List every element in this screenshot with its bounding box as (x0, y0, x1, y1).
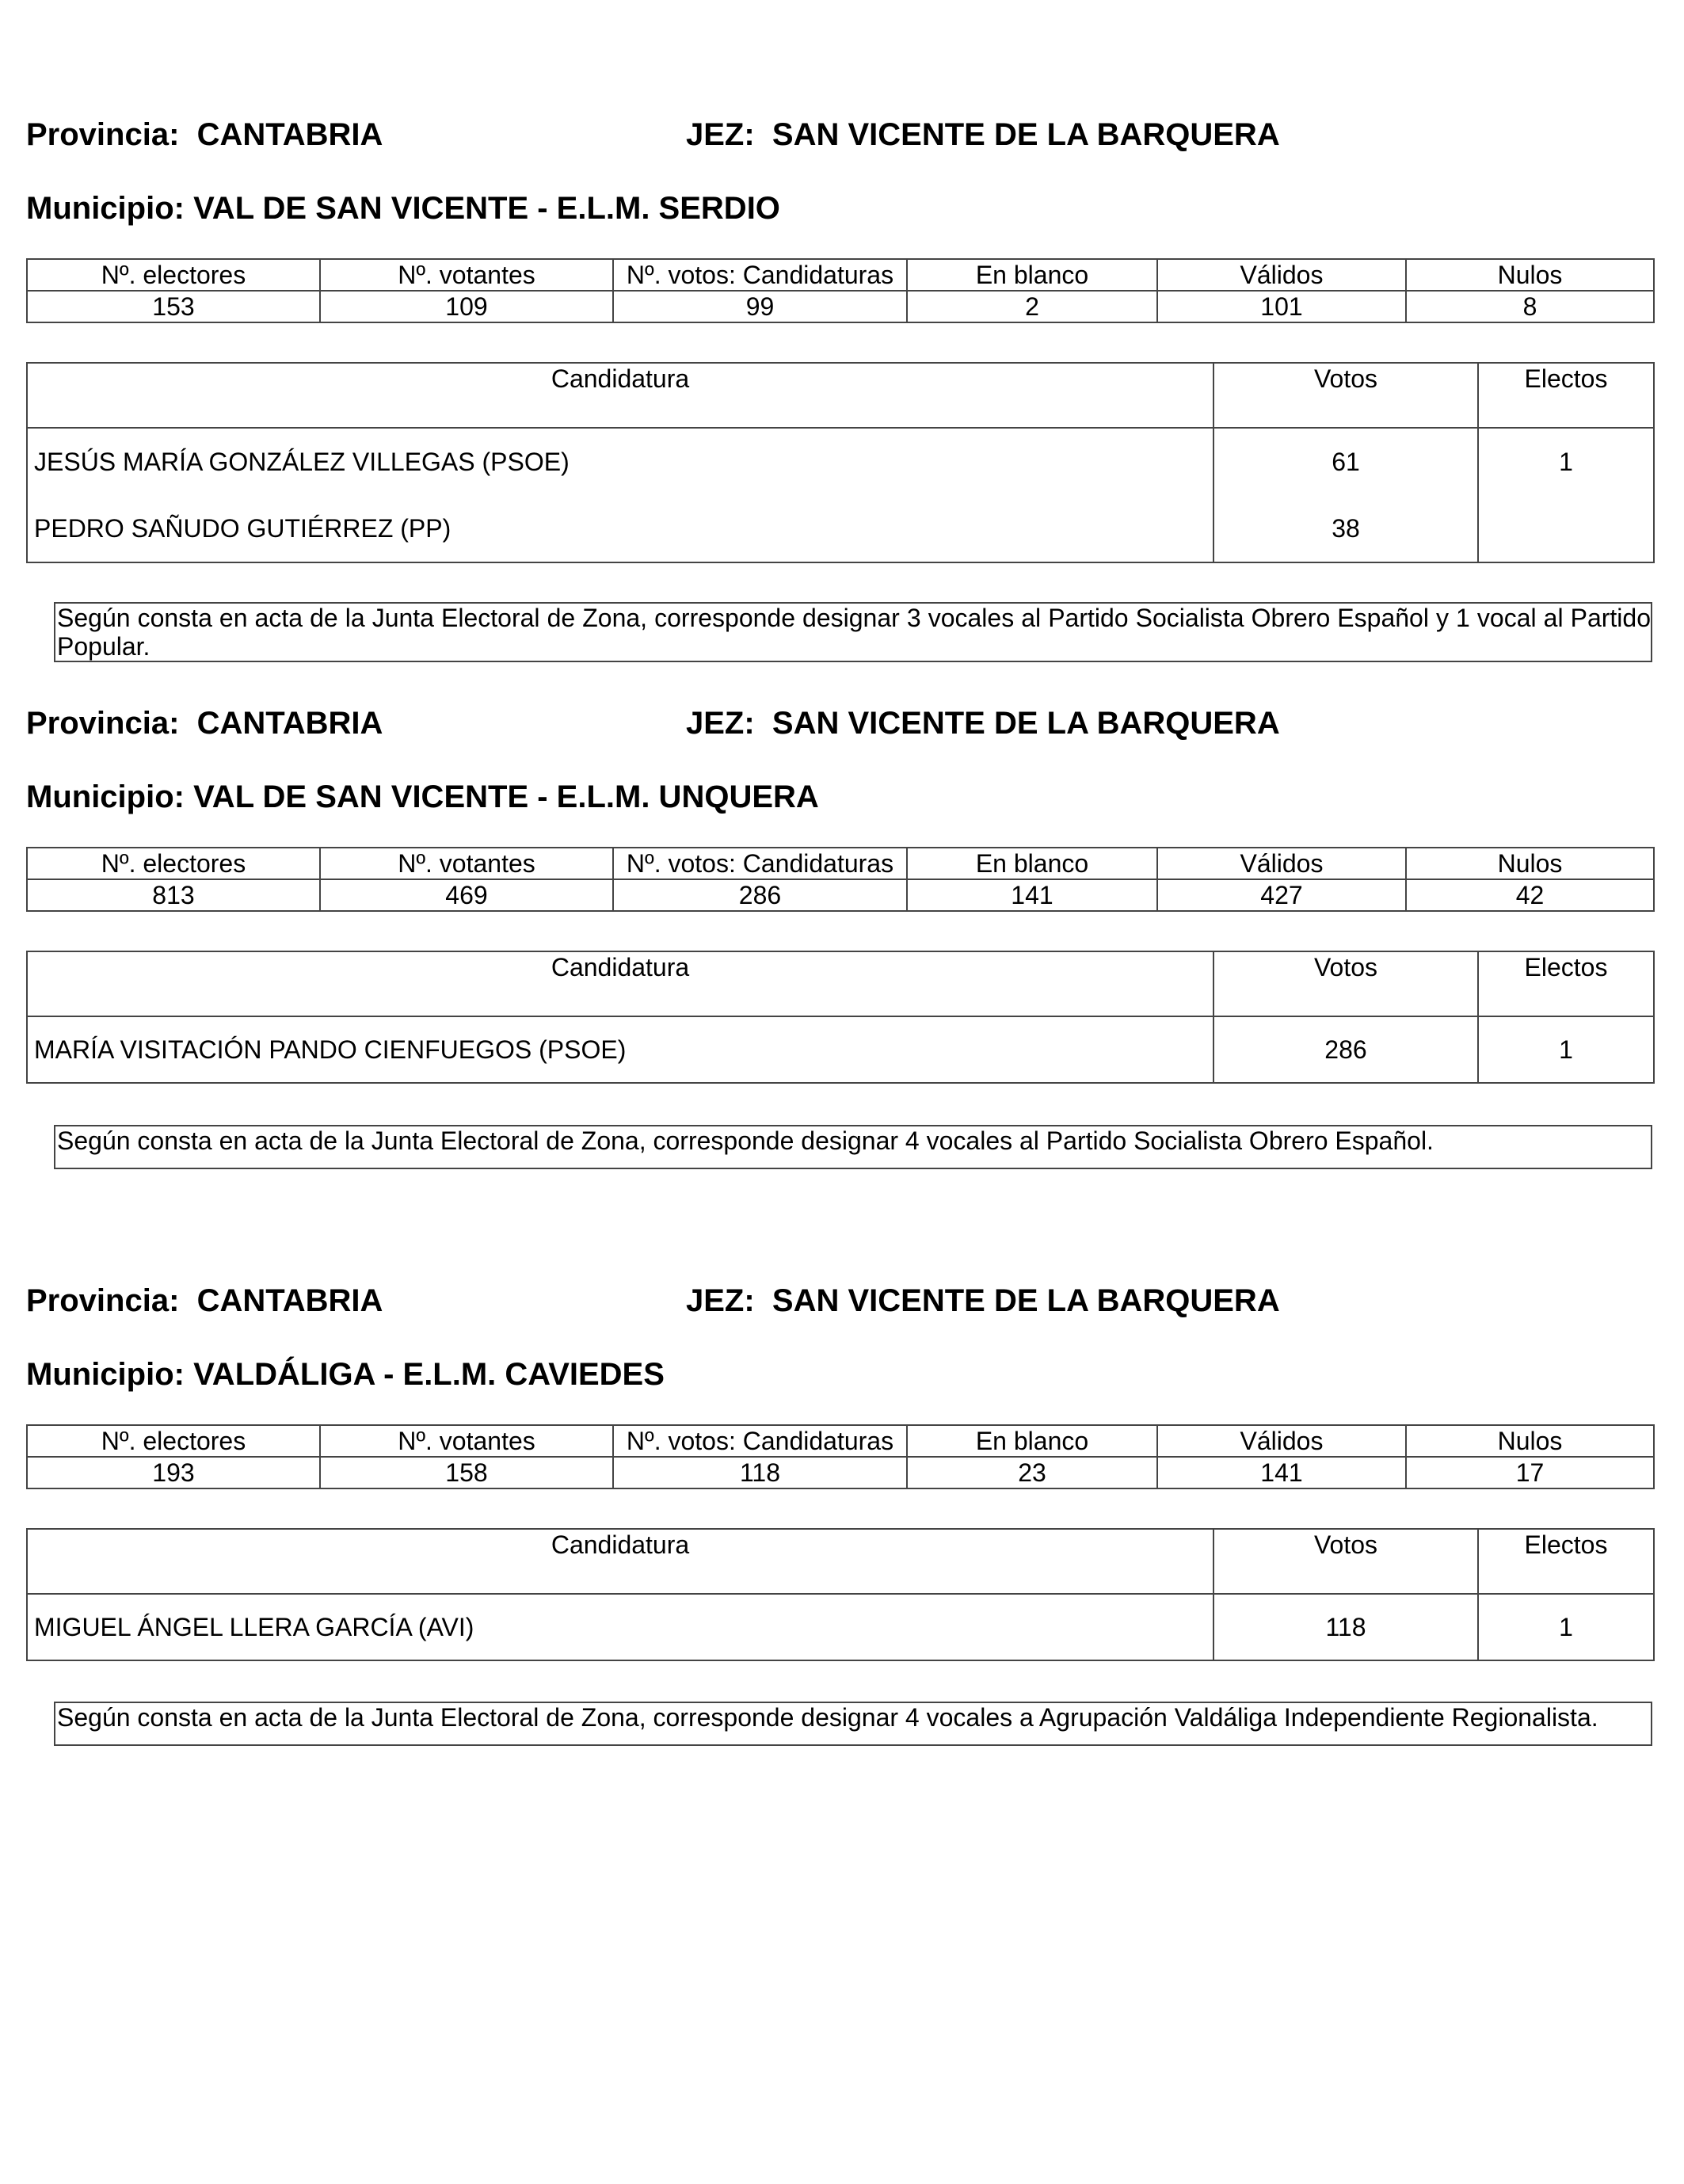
candidate-name: MIGUEL ÁNGEL LLERA GARCÍA (AVI) (34, 1613, 474, 1641)
junta-note: Según consta en acta de la Junta Electoral de Zona, corresponde designar 4 vocales al Partido Socialista Obrero Español. (54, 1125, 1652, 1169)
stats-table (26, 847, 1655, 912)
stats-electores: 153 (27, 291, 320, 322)
table-row (27, 495, 1654, 562)
stats-votantes: 109 (320, 291, 613, 322)
stats-header-votos-candidaturas: Nº. votos: Candidaturas (613, 259, 907, 291)
municipio-label: Municipio: (26, 191, 185, 226)
header-electos: Electos (1478, 1529, 1654, 1594)
stats-header-nulos: Nulos (1406, 259, 1654, 291)
header-votos: Votos (1213, 363, 1478, 428)
stats-header-votantes: Nº. votantes (320, 848, 613, 879)
candidate-name: MARÍA VISITACIÓN PANDO CIENFUEGOS (PSOE) (34, 1035, 627, 1064)
header-candidatura: Candidatura (27, 1529, 1213, 1594)
stats-header-electores: Nº. electores (27, 1425, 320, 1457)
header-votos: Votos (1213, 1529, 1478, 1594)
stats-header-en-blanco: En blanco (907, 848, 1157, 879)
junta-note: Según consta en acta de la Junta Electoral de Zona, corresponde designar 4 vocales a Agrupación Valdáliga Independiente Regionalista. (54, 1702, 1652, 1746)
stats-header-row (27, 848, 1654, 879)
stats-value-row (27, 879, 1654, 911)
candidate-name: JESÚS MARÍA GONZÁLEZ VILLEGAS (PSOE) (34, 448, 570, 476)
municipio-label: Municipio: (26, 779, 185, 814)
candidates-header-row (27, 1529, 1654, 1594)
junta-note: Según consta en acta de la Junta Electoral de Zona, corresponde designar 3 vocales al Partido Socialista Obrero Español y 1 vocal al Partido Popular. (54, 602, 1652, 662)
provincia-line (26, 707, 383, 739)
provincia-label: Provincia: (26, 1283, 180, 1318)
candidate-electos: 1 (1478, 1594, 1654, 1660)
jez-line (686, 119, 1280, 151)
stats-table (26, 258, 1655, 323)
municipio-label: Municipio: (26, 1357, 185, 1392)
header-candidatura: Candidatura (27, 951, 1213, 1016)
candidate-name: PEDRO SAÑUDO GUTIÉRREZ (PP) (34, 514, 451, 543)
municipio-value: VALDÁLIGA - E.L.M. CAVIEDES (193, 1357, 665, 1392)
stats-header-en-blanco: En blanco (907, 1425, 1157, 1457)
candidates-table (26, 362, 1655, 563)
stats-validos: 141 (1157, 1457, 1406, 1488)
jez-line (686, 1285, 1280, 1317)
stats-header-votos-candidaturas: Nº. votos: Candidaturas (613, 848, 907, 879)
candidate-votos: 61 (1213, 428, 1478, 495)
candidate-votos: 38 (1213, 495, 1478, 562)
stats-en-blanco: 141 (907, 879, 1157, 911)
jez-label: JEZ: (686, 1283, 755, 1318)
header-candidatura: Candidatura (27, 363, 1213, 428)
candidate-electos (1478, 495, 1654, 562)
municipio-line (26, 192, 780, 224)
stats-en-blanco: 2 (907, 291, 1157, 322)
stats-header-validos: Válidos (1157, 259, 1406, 291)
table-row (27, 1594, 1654, 1660)
stats-header-votos-candidaturas: Nº. votos: Candidaturas (613, 1425, 907, 1457)
stats-header-en-blanco: En blanco (907, 259, 1157, 291)
jez-value: SAN VICENTE DE LA BARQUERA (772, 1283, 1280, 1318)
provincia-value: CANTABRIA (196, 706, 383, 741)
stats-header-row (27, 259, 1654, 291)
stats-votos-candidaturas: 286 (613, 879, 907, 911)
municipio-line (26, 781, 819, 813)
jez-value: SAN VICENTE DE LA BARQUERA (772, 117, 1280, 152)
candidate-votos: 286 (1213, 1016, 1478, 1083)
table-row (27, 1016, 1654, 1083)
table-row (27, 428, 1654, 495)
stats-header-votantes: Nº. votantes (320, 1425, 613, 1457)
stats-votos-candidaturas: 99 (613, 291, 907, 322)
stats-header-electores: Nº. electores (27, 848, 320, 879)
stats-validos: 427 (1157, 879, 1406, 911)
stats-table (26, 1424, 1655, 1489)
header-electos: Electos (1478, 951, 1654, 1016)
stats-nulos: 42 (1406, 879, 1654, 911)
candidate-votos: 118 (1213, 1594, 1478, 1660)
jez-label: JEZ: (686, 117, 755, 152)
jez-label: JEZ: (686, 706, 755, 741)
stats-votantes: 158 (320, 1457, 613, 1488)
provincia-line (26, 1285, 383, 1317)
stats-header-row (27, 1425, 1654, 1457)
stats-header-nulos: Nulos (1406, 848, 1654, 879)
municipio-value: VAL DE SAN VICENTE - E.L.M. UNQUERA (193, 779, 819, 814)
stats-nulos: 8 (1406, 291, 1654, 322)
candidates-table (26, 1528, 1655, 1661)
stats-value-row (27, 291, 1654, 322)
candidates-header-row (27, 363, 1654, 428)
provincia-line (26, 119, 383, 151)
municipio-line (26, 1359, 665, 1390)
candidates-table (26, 951, 1655, 1084)
stats-value-row (27, 1457, 1654, 1488)
municipio-value: VAL DE SAN VICENTE - E.L.M. SERDIO (193, 191, 780, 226)
stats-header-votantes: Nº. votantes (320, 259, 613, 291)
jez-line (686, 707, 1280, 739)
stats-validos: 101 (1157, 291, 1406, 322)
header-electos: Electos (1478, 363, 1654, 428)
provincia-label: Provincia: (26, 117, 180, 152)
stats-nulos: 17 (1406, 1457, 1654, 1488)
candidates-header-row (27, 951, 1654, 1016)
provincia-value: CANTABRIA (196, 117, 383, 152)
jez-value: SAN VICENTE DE LA BARQUERA (772, 706, 1280, 741)
stats-header-electores: Nº. electores (27, 259, 320, 291)
stats-en-blanco: 23 (907, 1457, 1157, 1488)
provincia-value: CANTABRIA (196, 1283, 383, 1318)
provincia-label: Provincia: (26, 706, 180, 741)
stats-header-nulos: Nulos (1406, 1425, 1654, 1457)
stats-electores: 813 (27, 879, 320, 911)
stats-votos-candidaturas: 118 (613, 1457, 907, 1488)
header-votos: Votos (1213, 951, 1478, 1016)
stats-header-validos: Válidos (1157, 848, 1406, 879)
stats-header-validos: Válidos (1157, 1425, 1406, 1457)
candidate-electos: 1 (1478, 1016, 1654, 1083)
stats-electores: 193 (27, 1457, 320, 1488)
stats-votantes: 469 (320, 879, 613, 911)
candidate-electos: 1 (1478, 428, 1654, 495)
